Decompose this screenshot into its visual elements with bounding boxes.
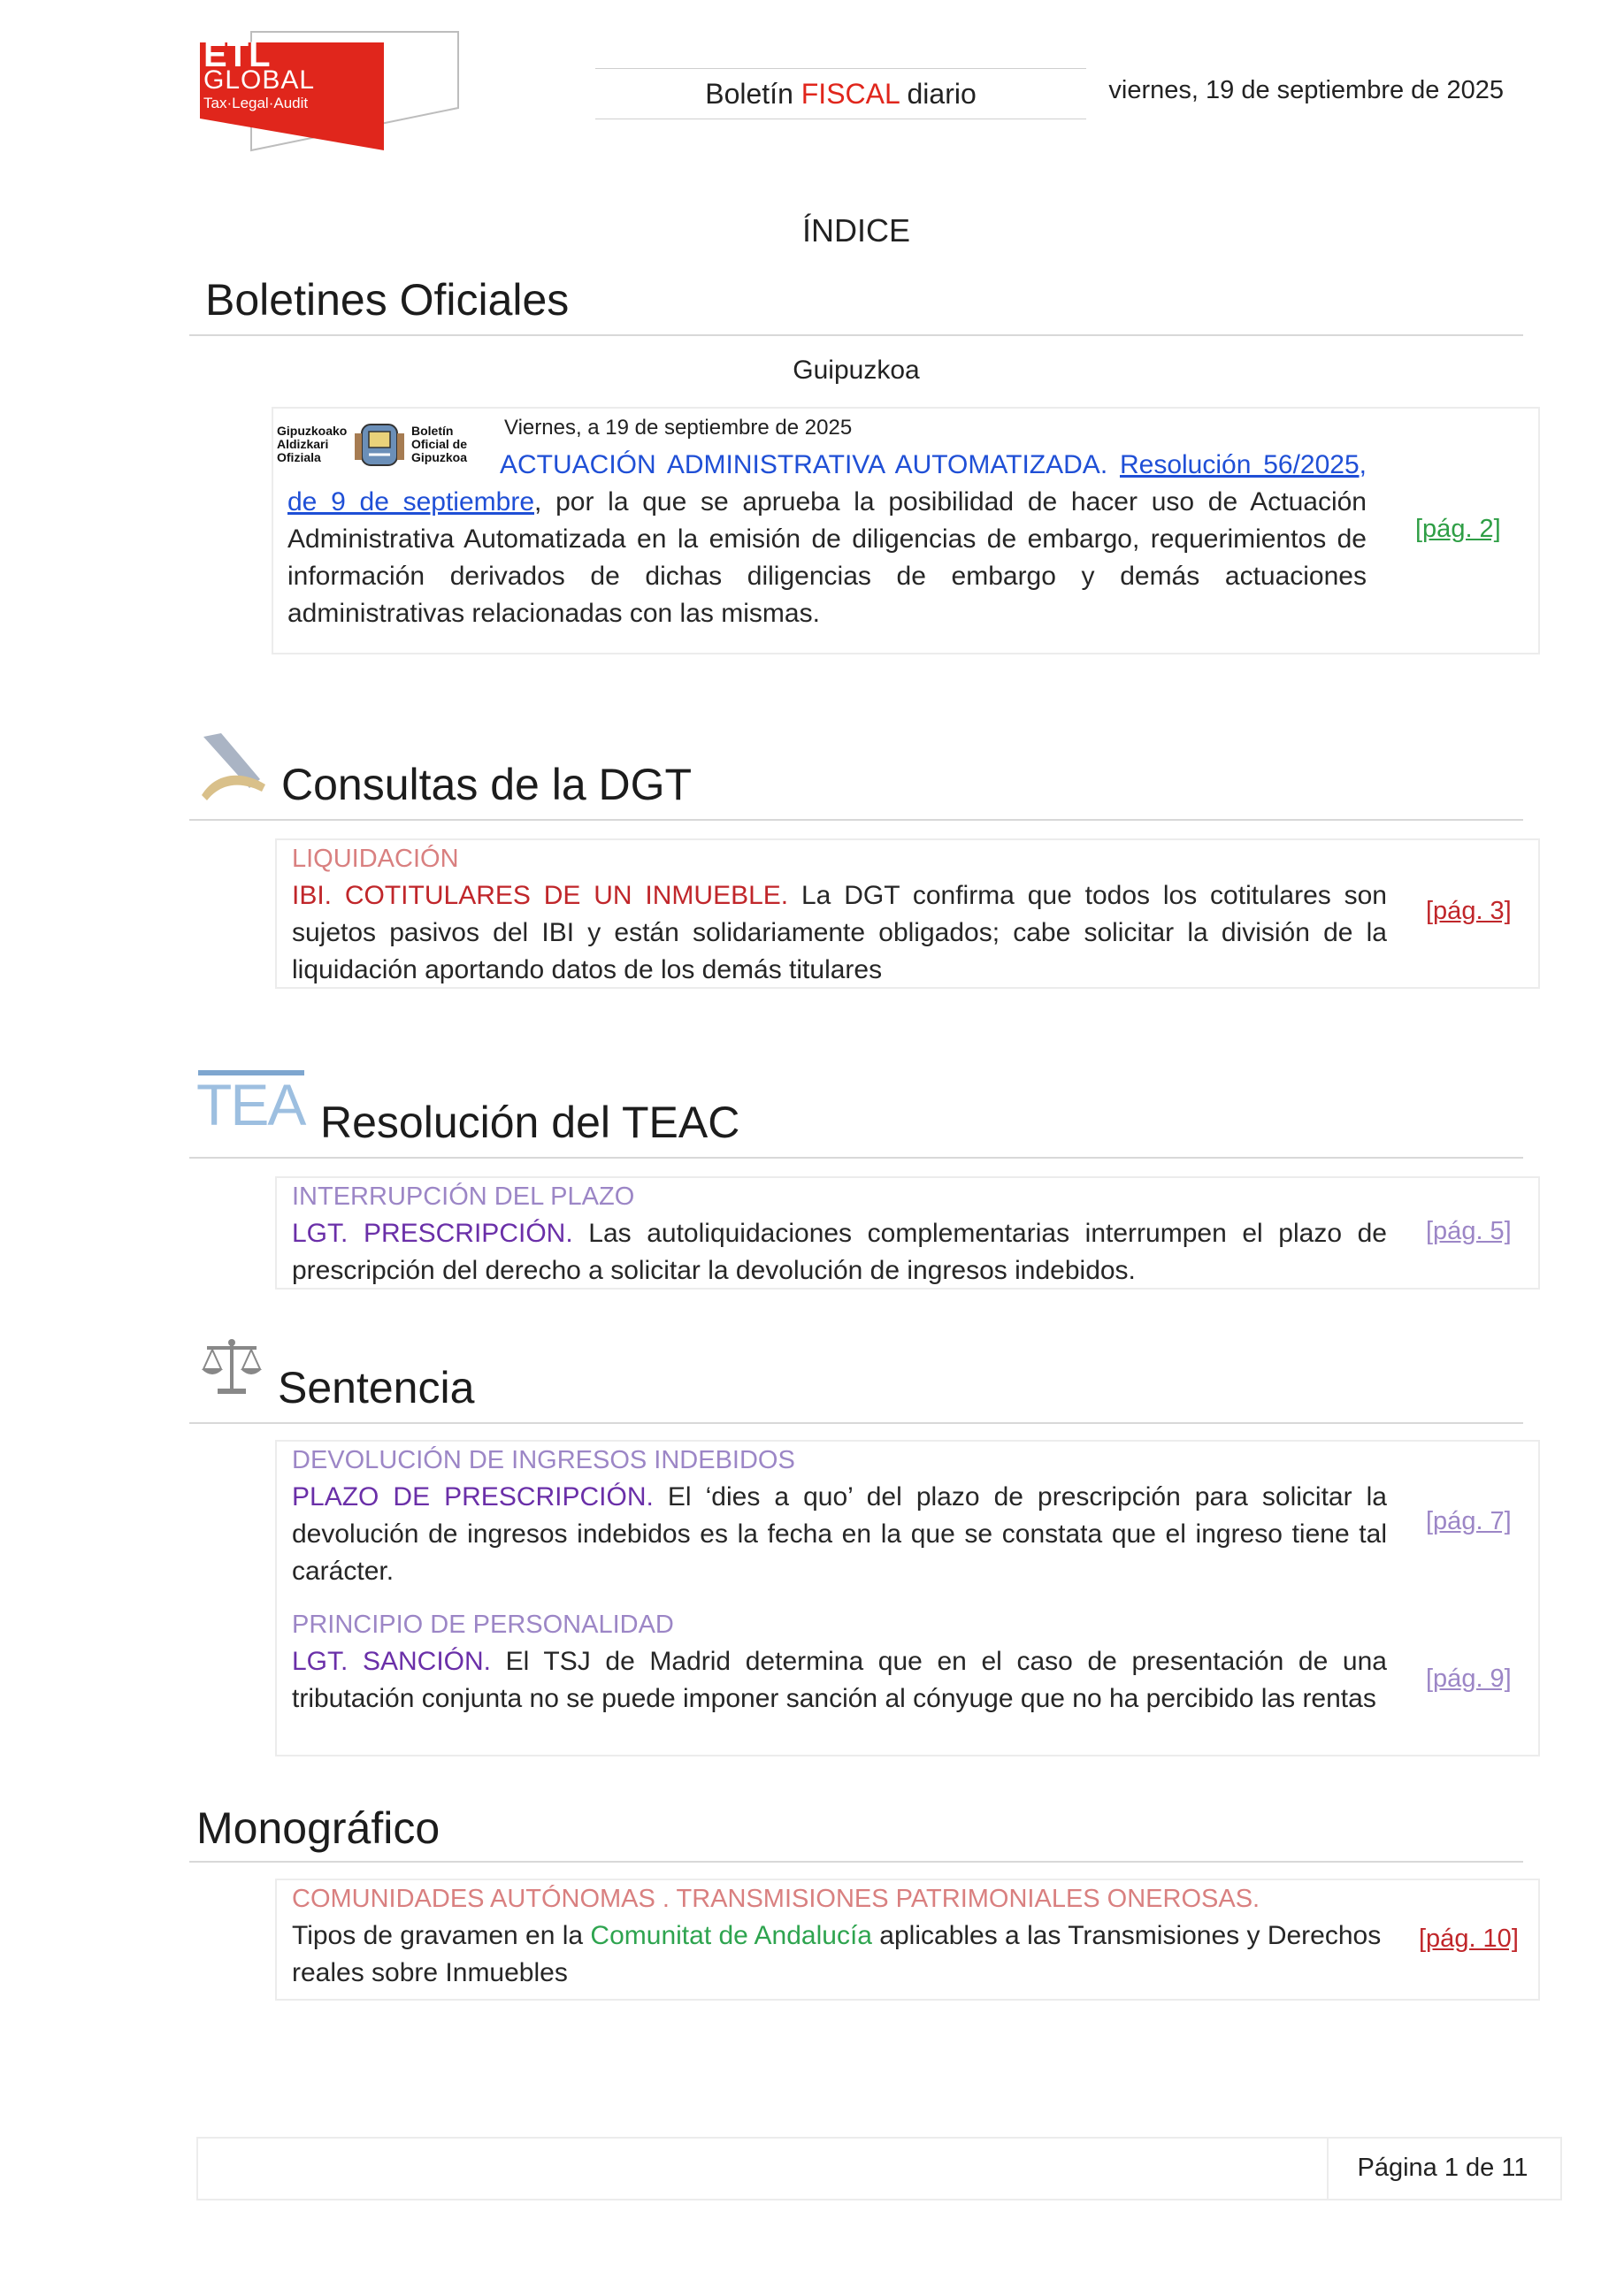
entry-category: COMUNIDADES AUTÓNOMAS . TRANSMISIONES PATRIMONIALES ONEROSAS. <box>292 1885 1260 1913</box>
entry-body-post: aplicables a las Transmisiones y Derechos reales sobre Inmuebles <box>292 1921 1382 1987</box>
entry-category: PRINCIPIO DE PERSONALIDAD <box>292 1611 674 1639</box>
page-link-7[interactable]: [pág. 7] <box>1426 1507 1512 1535</box>
subheading-guipuzkoa: Guipuzkoa <box>793 356 920 385</box>
entry-text-monografico <box>292 1917 1387 1992</box>
entry-tag: LGT. PRESCRIPCIÓN. <box>292 1219 573 1248</box>
bulletin-title <box>595 68 1086 119</box>
section-rule <box>189 1861 1523 1863</box>
section-title-boletines: Boletines Oficiales <box>205 275 570 325</box>
section-title-sentencia: Sentencia <box>278 1363 475 1412</box>
section-rule <box>189 334 1523 336</box>
resolution-link[interactable]: Resolución 56/2025, de 9 de septiembre <box>287 450 1367 517</box>
entry-text-boletin <box>287 447 1367 632</box>
entry-tag: ACTUACIÓN ADMINISTRATIVA AUTOMATIZADA. <box>500 450 1108 479</box>
page-link-9[interactable]: [pág. 9] <box>1426 1665 1512 1693</box>
gip-left-2: Aldizkari <box>277 437 329 451</box>
logo-etl-text: ETL <box>203 35 271 74</box>
entry-category: LIQUIDACIÓN <box>292 845 459 873</box>
entry-body-pre: Tipos de gravamen en la <box>292 1921 591 1950</box>
entry-body: , por la que se aprueba la posibilidad de hacer uso de Actuación Administrativa Automatizada en la emisión de diligencias de embargo, requerimientos de información derivados de dichas diligencias de embargo y demás actuaciones administrativas relacionadas con las mismas. <box>287 487 1367 628</box>
entry-tag: LGT. SANCIÓN. <box>292 1647 492 1676</box>
entry-text-sentencia-2 <box>292 1643 1387 1718</box>
entry-body: El TSJ de Madrid determina que en el caso de presentación de una tributación conjunta no se puede imponer sanción al cónyuge que no ha percibido las rentas <box>292 1647 1387 1713</box>
section-title-teac: Resolución del TEAC <box>320 1098 740 1147</box>
section-title-dgt: Consultas de la DGT <box>281 760 693 809</box>
title-accent: FISCAL <box>801 78 900 110</box>
entry-text-dgt <box>292 877 1387 989</box>
page-number: Página 1 de 11 <box>1357 2154 1528 2182</box>
entry-category: DEVOLUCIÓN DE INGRESOS INDEBIDOS <box>292 1446 795 1474</box>
section-rule <box>189 1422 1523 1424</box>
logo-tagline: Tax·Legal·Audit <box>203 95 309 111</box>
tea-logo <box>196 1068 308 1139</box>
page-link-10[interactable]: [pág. 10] <box>1419 1925 1519 1953</box>
page-link-2[interactable]: [pág. 2] <box>1415 515 1501 543</box>
page-link-3[interactable]: [pág. 3] <box>1426 897 1512 925</box>
entry-tag: IBI. COTITULARES DE UN INMUEBLE. <box>292 881 789 910</box>
gip-left-3: Ofiziala <box>277 450 321 464</box>
gip-left-1: Gipuzkoako <box>277 424 348 438</box>
entry-body: Las autoliquidaciones complementarias interrumpen el plazo de prescripción del derecho a solicitar la devolución de ingresos indebidos. <box>292 1219 1387 1285</box>
entry-text-teac <box>292 1215 1387 1290</box>
entry-category: INTERRUPCIÓN DEL PLAZO <box>292 1182 635 1211</box>
header-date: viernes, 19 de septiembre de 2025 <box>1108 76 1504 104</box>
gip-right-1: Boletín <box>411 424 454 438</box>
etl-global-logo <box>196 27 462 159</box>
tea-logo-text: TEA <box>196 1072 305 1137</box>
section-rule <box>189 1157 1523 1159</box>
section-title-monografico: Monográfico <box>196 1803 440 1853</box>
index-title: ÍNDICE <box>801 212 910 249</box>
entry-tag: PLAZO DE PRESCRIPCIÓN. <box>292 1482 654 1512</box>
gipuzkoa-date: Viernes, a 19 de septiembre de 2025 <box>504 416 853 440</box>
gip-right-3: Gipuzkoa <box>411 450 468 464</box>
scales-of-justice-icon <box>200 1336 264 1399</box>
entry-body: El ‘dies a quo’ del plazo de prescripción para solicitar la devolución de ingresos indebidos es la fecha en la que se constata que el ingreso tiene tal carácter. <box>292 1482 1387 1586</box>
agencia-tributaria-icon <box>196 730 272 802</box>
entry-body: La DGT confirma que todos los cotitulares son sujetos pasivos del IBI y están solidariamente obligados; cabe solicitar la división de la liquidación aportando datos de los demás titulares <box>292 881 1387 984</box>
logo-global-text: GLOBAL <box>203 65 316 95</box>
region-name: Comunitat de Andalucía <box>590 1921 872 1950</box>
title-post: diario <box>899 78 977 110</box>
gip-right-2: Oficial de <box>411 437 468 451</box>
title-pre: Boletín <box>705 78 801 110</box>
section-rule <box>189 819 1523 821</box>
entry-text-sentencia-1 <box>292 1479 1387 1590</box>
page-link-5[interactable]: [pág. 5] <box>1426 1217 1512 1245</box>
